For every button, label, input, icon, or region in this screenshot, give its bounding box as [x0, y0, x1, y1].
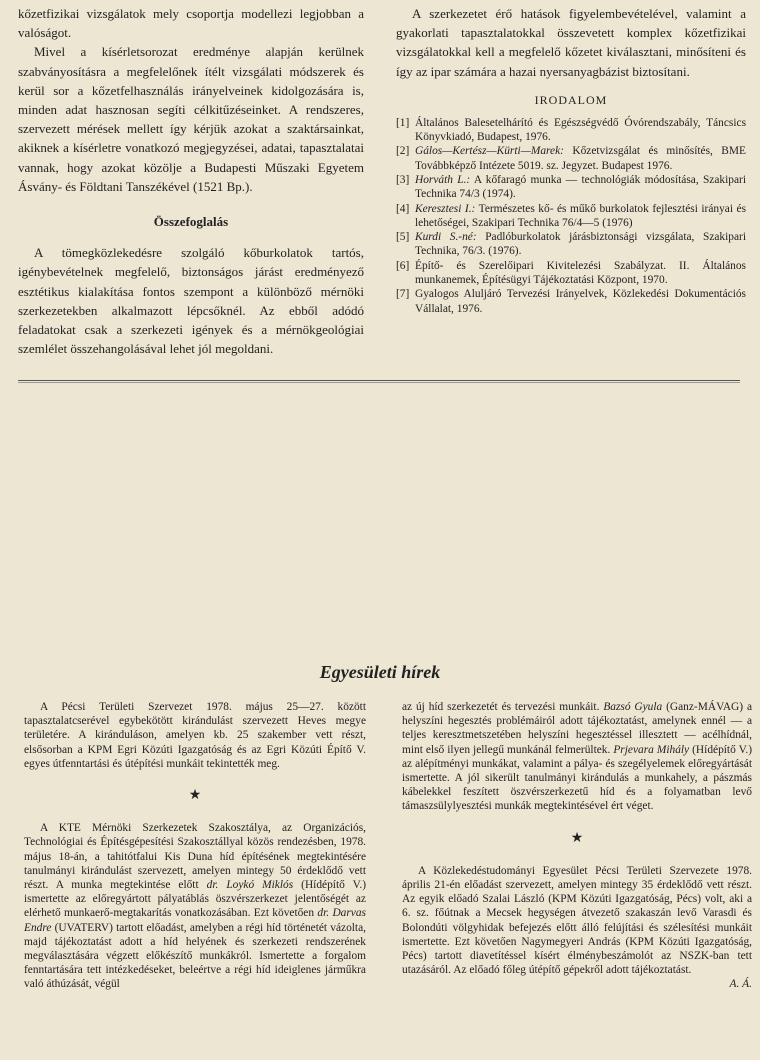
reference-number: [4]: [396, 202, 410, 215]
news-item-kte-excursion: [24, 821, 366, 991]
reference-number: [2]: [396, 145, 410, 158]
reference-item: [396, 116, 746, 145]
article-paragraph: A szerkezetet érő hatások figyelembevételével, valamint a gyakorlati tapasztalatokkal összevetett komplex kőzetfizikai vizsgálatokkal kell a megfelelő kőzetet kiválasztani, minősíteni és így az ipar számára a hazai nyersanyagbázist biztosítani.: [396, 6, 746, 79]
reference-text: Természetes kő- és műkő burkolatok fejlesztési irányai és lehetőségei, Szakipari Technika 76/4—5 (1976): [415, 202, 746, 229]
news-item-pecs-lecture: A Közlekedéstudományi Egyesület Pécsi Területi Szervezete 1978. április 21-én előadást szervezett, amelyen mintegy 35 érdeklődő vett részt. Az egyik előadó Szalai László (KPM Közúti Igazgatóság, Pécs) volt, aki a 6. sz. főútnak a Mecsek hegységen átvezető szakaszán levő Varasdi és Bolondúti völgyhidak befejezés előtt álló felújítási és szélesítési munkáit ismertette. Ezt követően Nagymegyeri András (KPM Közúti Igazgatóság, Pécs) tartott diavetítéssel kísért élménybeszámolót az NSZK-ban tett utazásáról. Az előadó főleg útépítő gépekről adott tájékoztatást.: [402, 864, 752, 977]
reference-item: [396, 230, 746, 259]
reference-item: [396, 173, 746, 202]
news-person-name: dr. Darvas Endre: [24, 907, 366, 934]
news-text: az új híd szerkezetét és tervezési munkáit.: [402, 701, 604, 713]
reference-item: [396, 287, 746, 316]
reference-number: [5]: [396, 231, 410, 244]
star-separator-icon: ★: [570, 830, 584, 846]
reference-number: [7]: [396, 288, 410, 301]
reference-item: [396, 259, 746, 288]
news-person-name: Prjevara Mihály: [613, 743, 690, 756]
news-text: (Hídépítő V.) ismertette az előregyártott pályatáblás öszvérszerkezet jelentőségét az elérhető munkaerő-megtakarítás vonatkozásában. Ezt követően: [24, 879, 367, 920]
article-paragraph: Mivel a kísérletsorozat eredménye alapján kerülnek szabványosításra a megfelelőnek ítélt vizsgálati módszerek és kerül sor a kőzetfelhasználás irányelveinek kidolgozására is, minden adat hasznosan segíti célkitűzéseinket. A rendszeres, szervezett mérések mellett így kérjük azokat a szaktársainkat, akiknek a kísérletre vonatkozó megjegyzései, adatai, tapasztalatai vannak, hogy azokat közölje a Budapesti Műszaki Egyetem Ásvány- és Földtani Tanszékével (1521 Bp.).: [18, 44, 364, 194]
news-text: (Ganz-MÁVAG) a helyszíni hegesztés problémáiról adott tájékoztatást, amelynek ennél — a teljes keresztmetszetében helyszíni hegesztéssel illesztett — acélhídnál, mint első ilyen jellegű munkánál felmerültek.: [402, 701, 752, 756]
article-paragraph: kőzetfizikai vizsgálatok mely csoportja modellezi legjobban a valóságot.: [18, 6, 364, 41]
reference-author: Kurdi S.-né:: [415, 231, 477, 244]
reference-author: Horváth L.:: [415, 174, 471, 186]
news-right-column: [402, 700, 752, 992]
news-item-pecs-excursion: A Pécsi Területi Szervezet 1978. május 25—27. között tapasztalatcserével egybekötött kirándulást szervezett Heves megye területére. A kiránduláson, amelyen kb. 25 szakember vett részt, elsősorban a KPM Egri Közúti Igazgatóság és az Egri Közúti Építő V. egyes útfenntartási és útépítési munkáit tekintették meg.: [24, 701, 366, 770]
reference-item: [396, 202, 746, 231]
references-list: [396, 116, 746, 316]
reference-number: [1]: [396, 116, 410, 129]
news-person-name: dr. Loykó Miklós: [206, 879, 294, 892]
news-item-kte-continued: [402, 700, 752, 814]
reference-text: Építő- és Szerelőipari Kivitelezési Szabályzat. II. Általános munkanemek, Építésügyi Tájékoztatási Központ, 1970.: [415, 259, 746, 287]
section-divider: [18, 380, 740, 383]
news-signature: A. Á.: [729, 978, 752, 991]
news-text: A KTE Mérnöki Szerkezetek Szakosztálya, az Organizációs, Technológiai és Építésgépesítési Szakosztállyal közös rendezésben, 1978. május 18-án, a tahitótfalui Kis Duna híd építésének megtekintésére tanulmányi kirándulást szervezett, amelyen mintegy 50 érdeklődő vett részt. A munka megtekintése előtt: [24, 822, 366, 892]
reference-number: [6]: [396, 259, 410, 272]
reference-number: [3]: [396, 174, 410, 186]
news-text: (UVATERV) tartott előadást, amelyben a régi híd történetét vázolta, majd tájékoztatást adott a híd helyének és szerkezeti rendszerének megválasztására végzett előkészítő munkákról. Ismertette a forgalom fenntartására tett intézkedéseket, beleértve a régi híd ideiglenes járműkra való áthúzását, végül: [24, 921, 366, 991]
reference-text: A kőfaragó munka — technológiák módosítása, Szakipari Technika 74/3 (1974).: [415, 174, 746, 201]
reference-item: [396, 144, 746, 173]
news-text: (Hídépítő V.) az alépítményi munkákat, valamint a pálya- és szegélyelemek előregyártását ismertette. A jól sikerült tanulmányi kirándulás a munkahely, a pászmás kábelekkel feszített öszvérszerkezetű híd és a folyamatban levő támaszsülylyesztési munkák megtekintésével ért véget.: [402, 743, 752, 813]
reference-author: Gálos—Kertész—Kürti—Marek:: [415, 145, 564, 158]
reference-text: Padlóburkolatok járásbiztonsági vizsgálata, Szakipari Technika, 76/3. (1976).: [415, 231, 747, 258]
article-right-column: [396, 4, 746, 316]
reference-author: Keresztesi I.:: [415, 202, 476, 215]
article-left-column: [18, 4, 364, 358]
news-person-name: Bazsó Gyula: [603, 701, 663, 713]
news-section-title: Egyesületi hírek: [319, 662, 441, 682]
news-left-column: [24, 700, 366, 992]
summary-heading: Összefoglalás: [153, 214, 229, 230]
reference-text: Általános Balesetelhárító és Egészségvédő Óvórendszabály, Táncsics Könyvkiadó, Budapest, 1976.: [415, 116, 746, 144]
references-title: IRODALOM: [534, 92, 608, 107]
star-separator-icon: ★: [188, 788, 202, 804]
reference-text: Kőzetvizsgálat és minősítés, BME Továbbképző Intézete 5019. sz. Jegyzet. Budapest 1976.: [415, 145, 746, 172]
reference-text: Gyalogos Aluljáró Tervezési Irányelvek, Közlekedési Dokumentációs Vállalat, 1976.: [415, 288, 746, 315]
summary-text: A tömegközlekedésre szolgáló kőburkolatok tartós, igénybevételnek megfelelő, biztonságos járást eredményező esztétikus kialakítása fontos szempont a különböző mérnöki szerkezetekben alkalmazott lépcsőknél. Az ebből adódó feladatokat csak a szerkezeti igények és a mérnökgeológiai szemlélet összehangolásával lehet jól megoldani.: [18, 245, 364, 357]
